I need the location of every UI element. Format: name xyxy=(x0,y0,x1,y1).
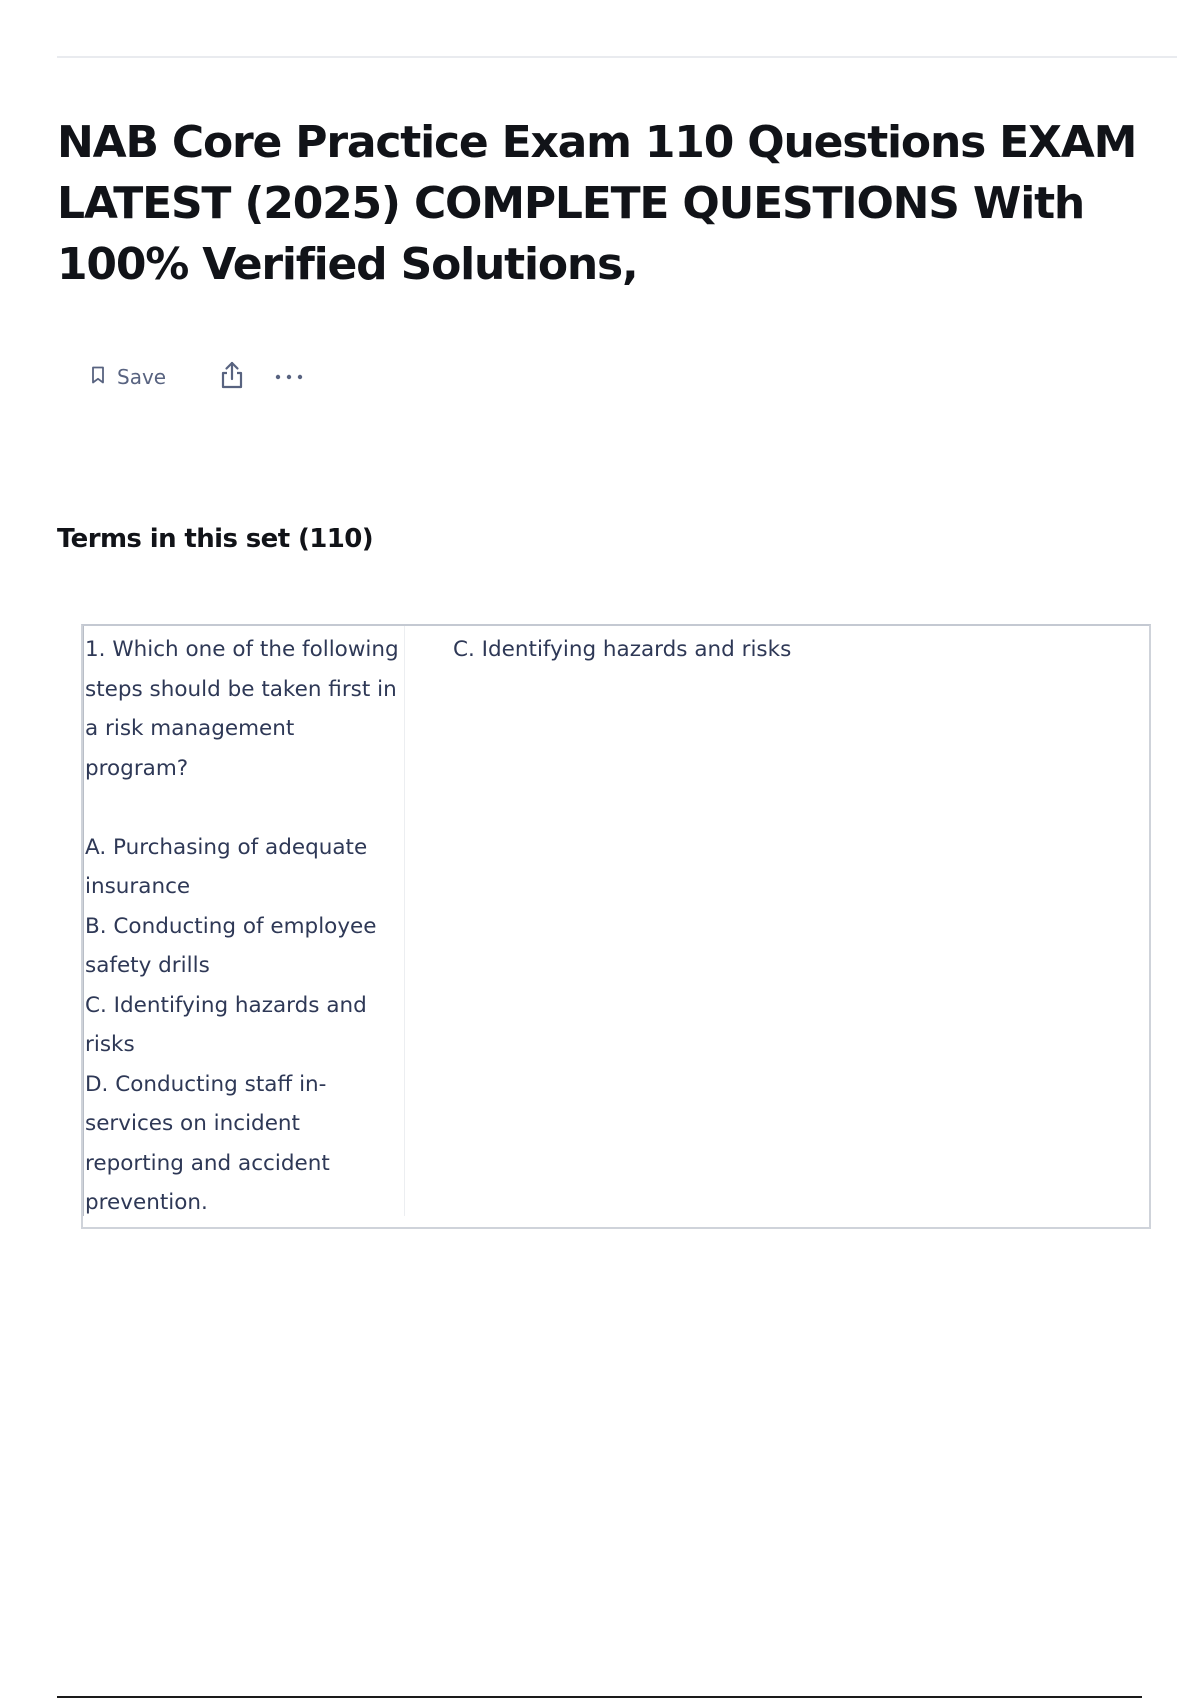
set-toolbar xyxy=(86,360,304,394)
more-options-button[interactable] xyxy=(274,368,304,386)
save-button[interactable] xyxy=(86,361,170,394)
definition-side xyxy=(453,626,1139,670)
page-title: NAB Core Practice Exam 110 Questions EXAM LATEST (2025) COMPLETE QUESTIONS With 100% Verified Solutions, xyxy=(57,117,1137,290)
save-label: Save xyxy=(117,365,167,389)
bookmark-icon xyxy=(90,365,106,390)
term-text: 1. Which one of the following steps should be taken first in a risk management program? A. Purchasing of adequate insurance B. Conducting of employee safety drills C. Identifying hazards and risks D. Conducting staff in-services on incident reporting and accident prevention. xyxy=(85,637,399,1215)
term-side xyxy=(83,626,405,1216)
share-button[interactable] xyxy=(218,360,246,395)
definition-text: C. Identifying hazards and risks xyxy=(453,637,792,662)
top-divider xyxy=(57,56,1177,58)
share-icon xyxy=(218,360,246,395)
bottom-divider xyxy=(57,1696,1142,1698)
more-options-icon xyxy=(274,368,304,386)
term-card[interactable] xyxy=(81,624,1151,1229)
terms-heading: Terms in this set (110) xyxy=(57,524,374,554)
